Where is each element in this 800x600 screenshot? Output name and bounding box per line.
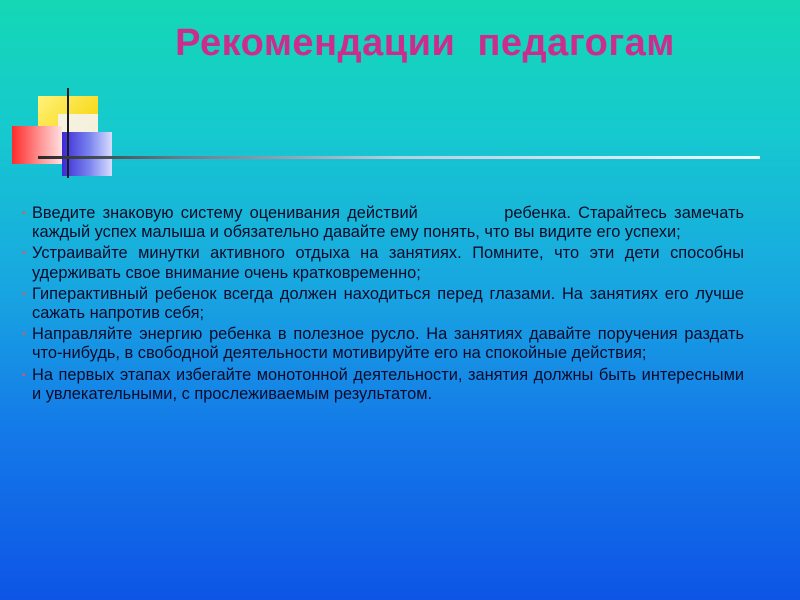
blue-square-icon <box>62 132 112 176</box>
bullet-icon: • <box>22 369 26 381</box>
list-item <box>22 325 744 363</box>
list-item <box>22 285 744 323</box>
bullet-text: Гиперактивный ребенок всегда должен находиться перед глазами. На занятиях его лучше сажать напротив себя; <box>32 284 744 323</box>
horizontal-divider <box>38 156 760 159</box>
bullet-text: Направляйте энергию ребенка в полезное русло. На занятиях давайте поручения раздать что-нибудь, в свободной деятельности мотивируйте его на спокойные действия; <box>32 325 744 363</box>
bullet-text: Введите знаковую систему оценивания действий ребенка. Старайтесь замечать каждый успех малыша и обязательно давайте ему понять, что вы видите его успехи; <box>32 204 749 242</box>
list-item <box>22 244 744 282</box>
list-item <box>22 204 749 242</box>
slide-title: Рекомендации педагогам <box>175 22 675 64</box>
vertical-divider <box>67 88 69 178</box>
bullet-text: Устраивайте минутки активного отдыха на занятиях. Помните, что эти дети способны удерживать свое внимание очень кратковременно; <box>32 244 744 282</box>
bullet-icon: • <box>22 208 26 219</box>
list-item <box>22 366 744 404</box>
recommendations-list <box>22 204 749 406</box>
bullet-icon: • <box>22 288 26 300</box>
bullet-icon: • <box>22 329 26 341</box>
bullet-icon: • <box>22 248 26 260</box>
bullet-text: На первых этапах избегайте монотонной деятельности, занятия должны быть интересными и увлекательными, с прослеживаемым результатом. <box>32 365 744 403</box>
decorative-squares-graphic <box>0 0 800 200</box>
